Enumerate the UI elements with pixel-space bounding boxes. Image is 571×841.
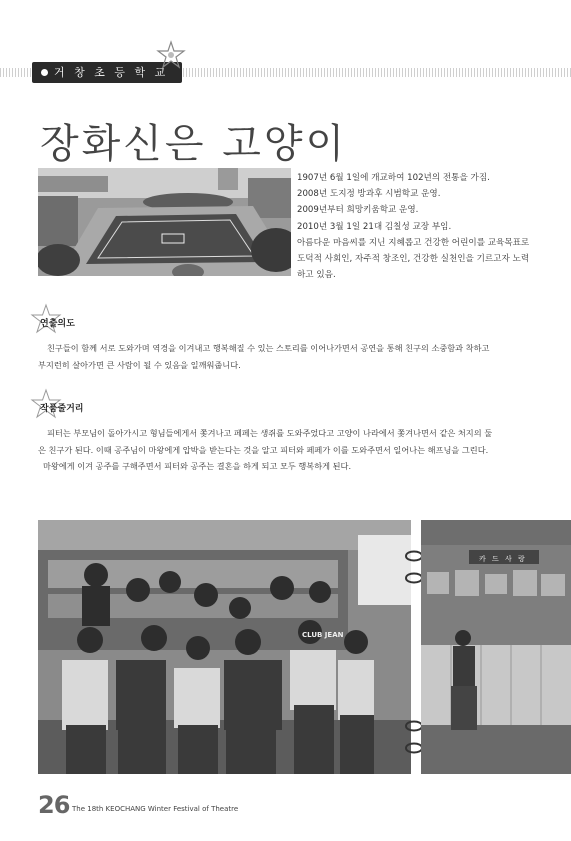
classroom-photo <box>421 520 571 774</box>
section-heading-direction: 연출의도 <box>40 319 75 329</box>
festival-name: The 18th KEOCHANG Winter Festival of Theatre <box>72 805 239 813</box>
info-line: 2010년 3월 1일 21대 김칠성 교장 부임. <box>297 221 452 232</box>
page-number: 26 <box>38 791 70 819</box>
bullet-dot <box>41 69 48 76</box>
info-line: 2009년부터 희망키움학교 운영. <box>297 205 419 216</box>
paragraph-line: 마왕에게 이겨 공주를 구해주면서 피터와 공주는 결혼을 하게 되고 모두 행복하게 된다. <box>43 461 352 471</box>
school-aerial-photo <box>38 168 291 276</box>
info-line: 하고 있음. <box>297 270 336 281</box>
info-line: 1907년 6월 1일에 개교하여 102년의 전통을 가짐. <box>297 173 490 183</box>
section-heading-synopsis: 작품줄거리 <box>40 404 84 414</box>
info-line: 2008년 도지정 방과후 시범학교 운영. <box>297 189 441 200</box>
info-line: 아름다운 마음씨를 지닌 지혜롭고 건강한 어린이를 교육목표로 <box>297 237 530 248</box>
flower-star-icon <box>156 40 186 70</box>
school-name: 거 창 초 등 학 교 <box>54 66 169 79</box>
shirt-print: CLUB JEAN <box>302 631 344 639</box>
paragraph-line: 친구들이 함께 서로 도와가며 역경을 이겨내고 행복해질 수 있는 스토리를 이어나가면서 공연을 통해 친구의 소중함과 착하고 <box>47 343 490 353</box>
info-line: 도덕적 사회인, 자주적 창조인, 건강한 실천인을 기르고자 노력 <box>297 254 530 265</box>
school-info <box>297 170 552 283</box>
paragraph-line: 부지런히 살아가면 큰 사람이 될 수 있음을 일깨워줍니다. <box>38 359 241 370</box>
paragraph-line: 피터는 부모님이 돌아가시고 형님들에게서 쫓겨나고 페페는 생쥐를 도와주었다고 고양이 나라에서 쫓겨나면서 같은 처지의 둘 <box>47 428 493 438</box>
section-body-synopsis <box>38 425 557 475</box>
paragraph-line: 은 친구가 된다. 이때 공주님이 마왕에게 압박을 받는다는 것을 알고 피터와 페페가 이를 도와주면서 일어나는 해프닝을 그린다. <box>38 444 489 455</box>
section-body-direction <box>38 340 557 373</box>
group-photo <box>38 520 411 774</box>
board-sign: 카 드 사 랑 <box>479 555 527 563</box>
page-title: 장화신은 고양이 <box>40 121 348 167</box>
